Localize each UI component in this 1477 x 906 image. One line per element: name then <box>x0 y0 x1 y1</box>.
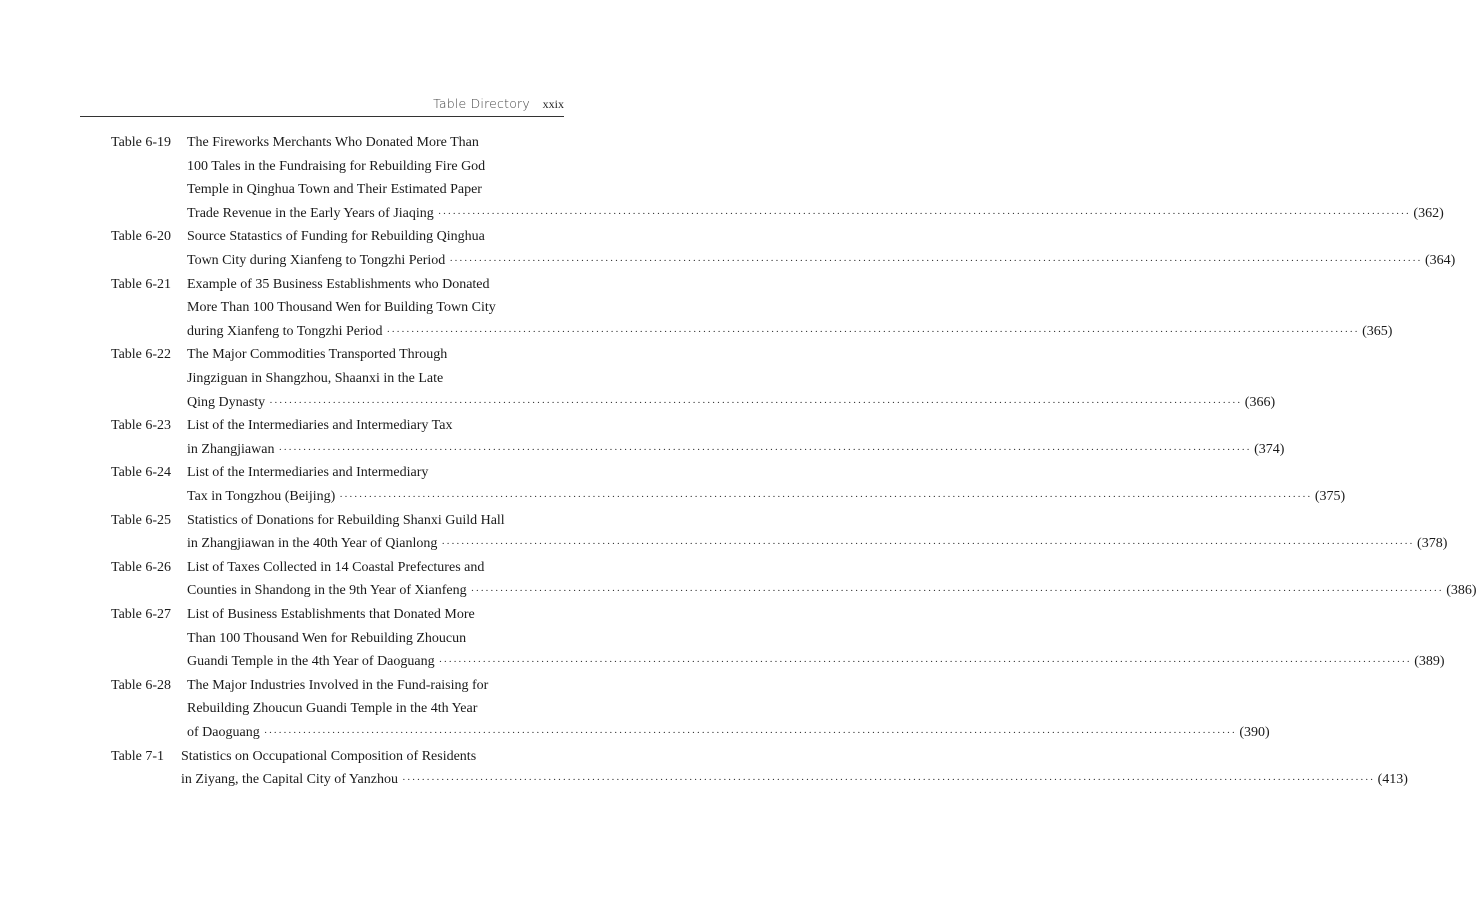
table-title-line: List of the Intermediaries and Intermediary Tax <box>187 418 453 434</box>
table-title-line: Than 100 Thousand Wen for Rebuilding Zhoucun <box>187 630 467 646</box>
table-number: Table 6-22 <box>111 347 172 363</box>
page-reference: (365) <box>1362 323 1393 339</box>
page-reference: (362) <box>1413 205 1444 221</box>
dot-leader: ········································································································································································································ <box>470 585 1444 598</box>
table-number: Table 6-28 <box>111 677 172 693</box>
dot-leader: ········································································································································································································ <box>441 538 1415 551</box>
table-title-line <box>181 770 1408 790</box>
table-title-text: in Zhangjiawan in the 40th Year of Qianlong <box>187 536 438 552</box>
dot-leader: ········································································································································································································ <box>438 656 1412 669</box>
table-number: Table 6-24 <box>111 465 172 481</box>
table-title-line <box>187 534 1448 554</box>
table-title-line: The Major Commodities Transported Through <box>187 347 448 363</box>
table-title-text: during Xianfeng to Tongzhi Period <box>187 323 383 339</box>
table-title-text: of Daoguang <box>187 725 260 740</box>
table-title-text: Trade Revenue in the Early Years of Jiaqing <box>187 205 434 221</box>
table-title-line <box>187 652 1445 672</box>
running-header <box>80 96 564 117</box>
table-number: Table 6-20 <box>111 229 172 245</box>
table-number: Table 6-26 <box>111 559 172 575</box>
table-title-text: Town City during Xianfeng to Tongzhi Period <box>187 253 446 268</box>
dot-leader: ········································································································································································································ <box>339 491 1312 503</box>
table-title-text: Guandi Temple in the 4th Year of Daoguang <box>187 654 435 670</box>
table-title-text: in Ziyang, the Capital City of Yanzhou <box>181 772 398 788</box>
dot-leader: ········································································································································································································ <box>263 727 1237 739</box>
table-number: Table 7-1 <box>111 748 165 764</box>
page-reference: (364) <box>1424 253 1456 268</box>
table-title-line: Temple in Qinghua Town and Their Estimated Paper <box>187 182 482 198</box>
page-reference: (378) <box>1417 536 1448 552</box>
dot-leader: ········································································································································································································ <box>278 443 1252 456</box>
table-title-line: The Fireworks Merchants Who Donated More Than <box>187 135 479 150</box>
table-number: Table 6-27 <box>111 607 172 622</box>
table-title-line: Jingziguan in Shangzhou, Shaanxi in the Late <box>187 371 444 386</box>
header-page-number: xxix <box>542 97 564 111</box>
table-title-text: in Zhangjiawan <box>187 441 275 457</box>
header-title: Table Directory <box>433 96 530 111</box>
dot-leader: ········································································································································································································ <box>437 207 1411 220</box>
table-title-text: Tax in Tongzhou (Beijing) <box>187 489 336 504</box>
table-title-line: Example of 35 Business Establishments who Donated <box>187 276 490 292</box>
page-reference: (390) <box>1239 725 1270 740</box>
table-title-line <box>187 440 1285 460</box>
page-reference: (374) <box>1254 441 1285 457</box>
dot-leader: ········································································································································································································ <box>401 774 1375 787</box>
table-title-line: Source Statastics of Funding for Rebuilding Qinghua <box>187 229 485 245</box>
page-reference: (386) <box>1446 583 1477 599</box>
dot-leader: ········································································································································································································ <box>449 255 1422 267</box>
table-title-line <box>187 393 1276 413</box>
page-reference: (366) <box>1244 394 1276 410</box>
dot-leader: ········································································································································································································ <box>269 396 1242 409</box>
table-title-line <box>187 204 1444 224</box>
table-title-text: Counties in Shandong in the 9th Year of Xianfeng <box>187 583 467 599</box>
page-reference: (375) <box>1314 489 1346 504</box>
table-title-line: List of Business Establishments that Donated More <box>187 607 475 622</box>
table-title-line: More Than 100 Thousand Wen for Building Town City <box>187 300 496 316</box>
table-number: Table 6-25 <box>111 512 172 528</box>
table-title-line <box>187 581 1477 601</box>
table-title-line: 100 Tales in the Fundraising for Rebuilding Fire God <box>187 158 486 174</box>
table-title-text: Qing Dynasty <box>187 394 266 410</box>
table-title-line <box>187 723 1270 743</box>
table-number: Table 6-21 <box>111 276 172 292</box>
table-title-line: Statistics on Occupational Composition of Residents <box>181 748 477 764</box>
dot-leader: ········································································································································································································ <box>386 325 1360 338</box>
table-title-line: Rebuilding Zhoucun Guandi Temple in the 4th Year <box>187 701 478 717</box>
table-number: Table 6-23 <box>111 418 172 434</box>
table-number: Table 6-19 <box>111 135 172 150</box>
table-title-line: List of Taxes Collected in 14 Coastal Prefectures and <box>187 559 485 575</box>
table-title-line <box>187 322 1393 342</box>
table-title-line <box>187 487 1346 507</box>
page-reference: (389) <box>1414 654 1445 670</box>
page-reference: (413) <box>1377 772 1408 788</box>
table-title-line <box>187 251 1456 271</box>
table-title-line: Statistics of Donations for Rebuilding Shanxi Guild Hall <box>187 512 505 528</box>
table-title-line: The Major Industries Involved in the Fund-raising for <box>187 677 489 693</box>
table-title-line: List of the Intermediaries and Intermediary <box>187 465 429 481</box>
